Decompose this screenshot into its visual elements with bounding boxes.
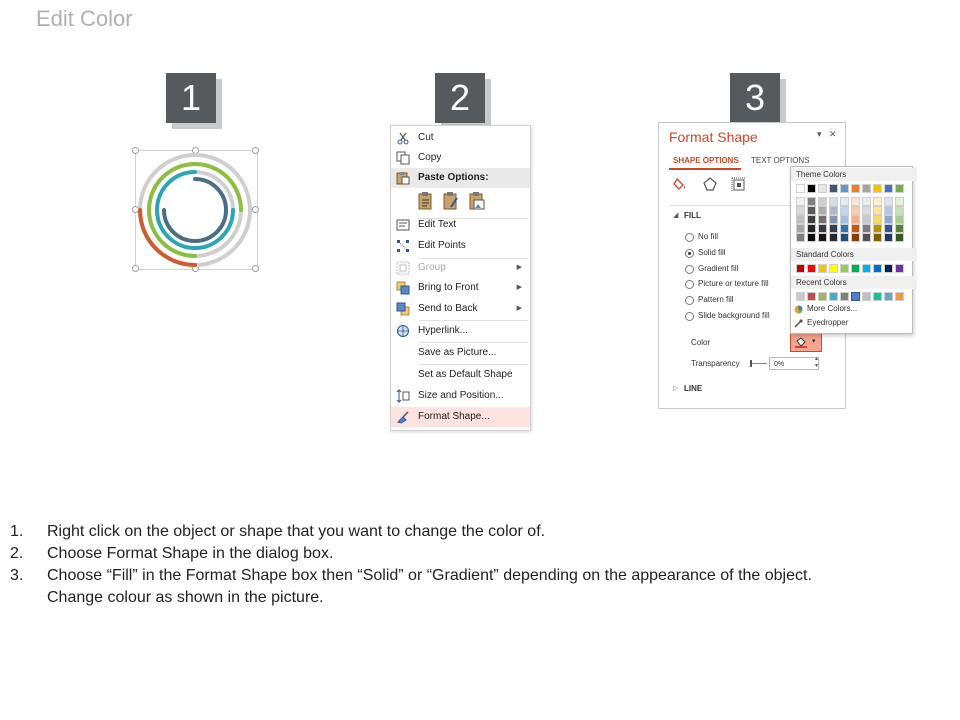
pane-options-dropdown-icon[interactable]: ▾	[817, 129, 822, 139]
instruction-number: 3.	[10, 567, 24, 584]
menu-item-label: Copy	[418, 152, 442, 163]
theme-shade-swatch[interactable]	[818, 224, 827, 233]
theme-shade-swatch[interactable]	[851, 197, 860, 206]
theme-shade-swatch[interactable]	[829, 206, 838, 215]
instruction-item	[10, 587, 950, 609]
transparency-input[interactable]	[769, 357, 819, 370]
paste-keep-source-icon[interactable]	[418, 192, 434, 210]
theme-shade-swatch[interactable]	[807, 197, 816, 206]
recent-color-swatch[interactable]	[796, 292, 805, 301]
radio-slide-background-fill[interactable]	[685, 312, 694, 321]
theme-shade-swatch[interactable]	[807, 215, 816, 224]
standard-color-swatch[interactable]	[829, 264, 838, 273]
spin-buttons-icon[interactable]: ▲ ▼	[814, 356, 819, 369]
transparency-value: 0%	[774, 361, 785, 368]
recent-color-swatch[interactable]	[818, 292, 827, 301]
menu-item-bring-to-front[interactable]	[391, 278, 530, 298]
radio-solid-fill[interactable]	[685, 249, 694, 258]
close-icon[interactable]: ✕	[829, 129, 837, 139]
theme-color-swatch[interactable]	[873, 184, 882, 193]
instruction-text: Choose Format Shape in the dialog box.	[47, 545, 334, 562]
menu-item-size-position[interactable]	[391, 386, 530, 406]
theme-shade-swatch[interactable]	[818, 206, 827, 215]
menu-item-label: Size and Position...	[418, 390, 504, 401]
theme-shade-swatch[interactable]	[862, 233, 871, 242]
theme-shade-swatch[interactable]	[840, 206, 849, 215]
submenu-arrow-icon: ▶	[516, 284, 522, 291]
theme-shade-swatch[interactable]	[895, 206, 904, 215]
theme-color-swatch[interactable]	[862, 184, 871, 193]
theme-shade-swatch[interactable]	[807, 233, 816, 242]
instruction-item	[10, 565, 950, 587]
standard-color-swatch[interactable]	[873, 264, 882, 273]
theme-shade-swatch[interactable]	[818, 197, 827, 206]
instruction-text: Choose “Fill” in the Format Shape box then “Solid” or “Gradient” depending on the appearance of the object.	[47, 567, 812, 584]
menu-item-label: Edit Points	[418, 240, 466, 251]
radio-no-fill[interactable]	[685, 233, 694, 242]
instruction-number: 2.	[10, 545, 24, 562]
menu-item-copy[interactable]	[391, 148, 530, 168]
theme-shade-swatch[interactable]	[884, 206, 893, 215]
theme-color-swatch[interactable]	[840, 184, 849, 193]
edit-points-icon	[396, 239, 410, 253]
theme-shade-swatch[interactable]	[862, 215, 871, 224]
theme-shade-swatch[interactable]	[851, 224, 860, 233]
more-colors-label: More Colors...	[807, 304, 858, 313]
menu-item-label: Send to Back	[418, 303, 478, 314]
theme-shade-swatch[interactable]	[796, 233, 805, 242]
radio-picture-fill[interactable]	[685, 280, 694, 289]
menu-header-paste-options	[391, 168, 530, 188]
recent-color-swatch[interactable]	[807, 292, 816, 301]
theme-shade-swatch[interactable]	[818, 233, 827, 242]
eyedropper-item[interactable]	[791, 317, 912, 330]
theme-shade-swatch[interactable]	[796, 224, 805, 233]
theme-shade-swatch[interactable]	[829, 224, 838, 233]
send-back-icon	[396, 302, 410, 316]
menu-item-set-default-shape[interactable]	[391, 365, 530, 385]
paste-picture-icon[interactable]	[469, 192, 485, 210]
theme-shade-swatch[interactable]	[840, 197, 849, 206]
effects-icon[interactable]	[701, 176, 719, 192]
step-badge-2: 2	[435, 73, 485, 123]
format-shape-icon	[396, 410, 410, 424]
pane-title: Format Shape	[669, 129, 758, 145]
step-badge-1: 1	[166, 73, 216, 123]
menu-item-label: Cut	[418, 132, 434, 143]
transparency-label: Transparency	[691, 359, 740, 368]
paste-options-row	[391, 189, 530, 215]
edit-text-icon	[396, 218, 410, 232]
theme-shade-swatch[interactable]	[884, 215, 893, 224]
option-label: Slide background fill	[698, 311, 770, 320]
theme-shade-swatch[interactable]	[818, 215, 827, 224]
menu-item-label: Edit Text	[418, 219, 457, 230]
instruction-item	[10, 521, 950, 543]
option-label: No fill	[698, 232, 719, 241]
theme-shade-swatch[interactable]	[796, 215, 805, 224]
standard-colors-header: Standard Colors	[791, 248, 917, 261]
menu-item-label: Paste Options:	[418, 172, 489, 183]
color-picker-popup	[790, 166, 913, 334]
scissors-icon	[396, 131, 410, 145]
theme-shade-swatch[interactable]	[807, 206, 816, 215]
theme-shade-swatch[interactable]	[851, 206, 860, 215]
standard-color-swatch[interactable]	[840, 264, 849, 273]
menu-item-label: Hyperlink...	[418, 325, 469, 336]
theme-shade-swatch[interactable]	[895, 215, 904, 224]
standard-color-swatch[interactable]	[807, 264, 816, 273]
standard-color-swatch[interactable]	[818, 264, 827, 273]
theme-color-swatch[interactable]	[818, 184, 827, 193]
theme-shade-swatch[interactable]	[895, 197, 904, 206]
theme-shade-swatch[interactable]	[873, 233, 882, 242]
color-wheel-icon	[794, 305, 803, 314]
page-title: Edit Color	[36, 6, 133, 31]
more-colors-item[interactable]	[791, 303, 912, 316]
theme-shade-swatch[interactable]	[873, 206, 882, 215]
step-badge-3: 3	[730, 73, 780, 123]
dropdown-arrow-icon: ▾	[812, 338, 816, 345]
paste-icon	[396, 171, 410, 185]
tab-text-options[interactable]: TEXT OPTIONS	[751, 156, 810, 165]
theme-shade-swatch[interactable]	[840, 233, 849, 242]
recent-color-swatch[interactable]	[873, 292, 882, 301]
option-label: Picture or texture fill	[698, 279, 769, 288]
radio-gradient-fill[interactable]	[685, 265, 694, 274]
menu-item-edit-points[interactable]	[391, 236, 530, 256]
recent-color-swatch[interactable]	[840, 292, 849, 301]
recent-colors-header: Recent Colors	[791, 276, 917, 289]
menu-item-label: Format Shape...	[418, 411, 490, 422]
tab-shape-options[interactable]: SHAPE OPTIONS	[673, 156, 739, 165]
eyedropper-label: Eyedropper	[807, 318, 849, 327]
instruction-text: Right click on the object or shape that you want to change the color of.	[47, 523, 546, 540]
standard-color-swatch[interactable]	[884, 264, 893, 273]
theme-shade-swatch[interactable]	[807, 224, 816, 233]
recent-color-swatch[interactable]	[895, 292, 904, 301]
theme-color-swatch[interactable]	[829, 184, 838, 193]
theme-shade-swatch[interactable]	[829, 215, 838, 224]
menu-item-label: Bring to Front	[418, 282, 479, 293]
size-properties-icon[interactable]	[730, 176, 748, 192]
standard-color-swatch[interactable]	[851, 264, 860, 273]
theme-shade-swatch[interactable]	[829, 233, 838, 242]
group-icon	[396, 261, 410, 275]
menu-item-label: Save as Picture...	[418, 347, 497, 358]
theme-color-swatch[interactable]	[796, 184, 805, 193]
theme-shade-swatch[interactable]	[862, 197, 871, 206]
concentric-rings-shape[interactable]	[130, 146, 260, 274]
ring-navy-arc	[164, 179, 226, 241]
theme-shade-swatch[interactable]	[851, 215, 860, 224]
theme-shade-swatch[interactable]	[884, 233, 893, 242]
standard-color-swatch[interactable]	[895, 264, 904, 273]
recent-color-swatch[interactable]	[884, 292, 893, 301]
hyperlink-icon	[396, 324, 410, 338]
menu-item-format-shape[interactable]	[391, 407, 530, 427]
bring-front-icon	[396, 281, 410, 295]
theme-shade-swatch[interactable]	[840, 215, 849, 224]
theme-shade-swatch[interactable]	[895, 224, 904, 233]
instruction-text: Change colour as shown in the picture.	[47, 589, 324, 606]
theme-color-swatch[interactable]	[807, 184, 816, 193]
submenu-arrow-icon: ▶	[516, 264, 522, 271]
theme-color-swatch[interactable]	[884, 184, 893, 193]
eyedropper-icon	[794, 319, 803, 328]
theme-color-swatch[interactable]	[851, 184, 860, 193]
menu-item-send-to-back[interactable]	[391, 299, 530, 319]
menu-item-cut[interactable]	[391, 128, 530, 148]
collapse-arrow-icon[interactable]: ◢	[673, 212, 679, 219]
recent-color-swatch[interactable]	[862, 292, 871, 301]
section-line[interactable]: LINE	[684, 384, 703, 393]
theme-shade-swatch[interactable]	[851, 233, 860, 242]
theme-shade-swatch[interactable]	[884, 197, 893, 206]
theme-shade-swatch[interactable]	[895, 233, 904, 242]
standard-color-swatch[interactable]	[796, 264, 805, 273]
submenu-arrow-icon: ▶	[516, 305, 522, 312]
color-label: Color	[691, 338, 711, 347]
theme-shade-swatch[interactable]	[873, 215, 882, 224]
menu-item-label: Set as Default Shape	[418, 369, 513, 380]
instruction-number: 1.	[10, 523, 24, 540]
theme-shade-swatch[interactable]	[862, 224, 871, 233]
instruction-item	[10, 543, 950, 565]
option-label: Solid fill	[698, 248, 726, 257]
theme-shade-swatch[interactable]	[873, 224, 882, 233]
fill-line-icon[interactable]	[673, 176, 691, 192]
menu-item-group[interactable]	[391, 258, 530, 278]
radio-pattern-fill[interactable]	[685, 296, 694, 305]
section-fill[interactable]: FILL	[684, 211, 701, 220]
option-label: Gradient fill	[698, 264, 739, 273]
size-position-icon	[396, 389, 410, 403]
theme-shade-swatch[interactable]	[840, 224, 849, 233]
theme-shade-swatch[interactable]	[796, 197, 805, 206]
menu-item-save-as-picture[interactable]	[391, 343, 530, 363]
theme-shade-swatch[interactable]	[884, 224, 893, 233]
theme-shade-swatch[interactable]	[829, 197, 838, 206]
theme-shade-swatch[interactable]	[862, 206, 871, 215]
paste-merge-format-icon[interactable]	[443, 192, 459, 210]
expand-arrow-icon[interactable]: ▷	[673, 385, 679, 392]
theme-shade-swatch[interactable]	[796, 206, 805, 215]
menu-item-edit-text[interactable]	[391, 215, 530, 235]
theme-colors-header: Theme Colors	[791, 168, 917, 181]
context-menu	[390, 125, 531, 431]
menu-item-hyperlink[interactable]	[391, 321, 530, 341]
copy-icon	[396, 151, 410, 165]
recent-color-swatch[interactable]	[851, 292, 860, 301]
theme-shade-swatch[interactable]	[873, 197, 882, 206]
slider-thumb[interactable]	[750, 360, 752, 367]
paint-bucket-icon	[795, 337, 807, 348]
standard-color-swatch[interactable]	[862, 264, 871, 273]
instructions-list	[10, 521, 950, 609]
recent-color-swatch[interactable]	[829, 292, 838, 301]
menu-item-label: Group	[418, 262, 446, 273]
color-picker-button[interactable]	[790, 333, 822, 352]
theme-color-swatch[interactable]	[895, 184, 904, 193]
transparency-slider[interactable]	[751, 363, 767, 364]
option-label: Pattern fill	[698, 295, 734, 304]
active-tab-underline	[669, 168, 741, 170]
